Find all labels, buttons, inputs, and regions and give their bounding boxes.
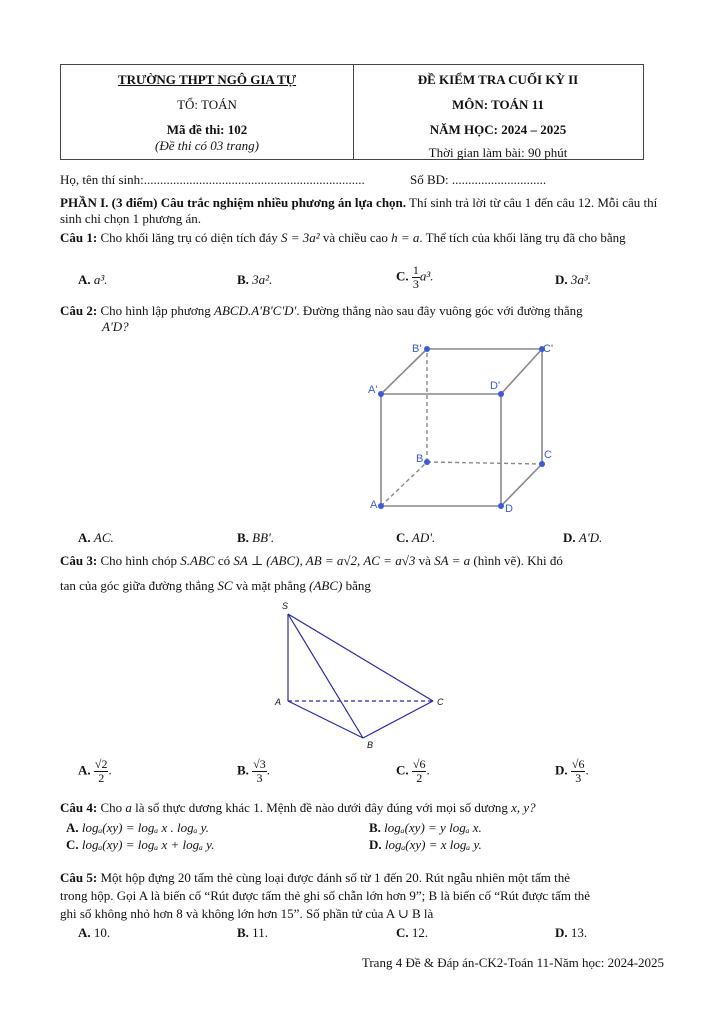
q3-c-fraction [412, 758, 427, 785]
q1-math-h: h = a [391, 230, 420, 245]
q3-d-den: 3 [575, 771, 582, 785]
q4-a-text: logₐ(xy) = logₐ x . logₐ y. [81, 820, 209, 835]
q4-a-label: A. [66, 820, 79, 835]
label-a: A [275, 697, 282, 707]
q5-c-text: 12. [411, 925, 429, 940]
q3-a-fraction [94, 758, 109, 785]
exam-title: ĐỀ KIỂM TRA CUỐI KỲ II [417, 72, 579, 87]
question-5-line2: trong hộp. Gọi A là biến cố “Rút được tấm thẻ ghi số chẵn lớn hơn 9”; B là biến cố “Rút được tấm thẻ [60, 888, 591, 903]
pyramid-figure [272, 600, 452, 752]
q3-option-c[interactable]: C. $\frac{√6}{2}$ . [396, 757, 430, 785]
q5-line1: Một hộp đựng 20 tấm thẻ cùng loại được đánh số từ 1 đến 20. Rút ngẫu nhiên một tấm thẻ [97, 870, 571, 885]
edge-ab-hidden [381, 462, 427, 506]
q1-a-label: A. [78, 272, 91, 287]
q2-d-text: A'D. [578, 530, 603, 545]
q3-text-c: và [415, 553, 435, 568]
q3-d-label: D. [555, 762, 568, 778]
q3-option-b[interactable]: B. $\frac{√3}{3}$ . [237, 757, 271, 785]
q3-line2-a: tan của góc giữa đường thẳng [60, 578, 218, 593]
page-footer: Trang 4 Đề & Đáp án-CK2-Toán 11-Năm học: 2024-2025 [361, 955, 664, 970]
edge-bc-hidden [427, 462, 542, 464]
part1-title: PHẦN I. (3 điểm) Câu trắc nghiệm nhiều phương án lựa chọn. [60, 195, 407, 210]
q3-math-abc: (ABC) [309, 578, 343, 593]
q5-c-label: C. [396, 925, 409, 940]
q4-c-label: C. [66, 837, 79, 852]
pages-note: (Đề thi có 03 trang) [155, 138, 259, 153]
q5-label: Câu 5: [60, 870, 98, 885]
q3-math-sc: SC [217, 578, 233, 593]
edge-a1b1 [381, 349, 427, 394]
q1-option-b[interactable] [237, 272, 272, 288]
q3-text-b: có [214, 553, 234, 568]
q4-option-d[interactable] [369, 837, 482, 853]
q1-option-d[interactable] [555, 272, 591, 288]
q1-b-text: 3a². [252, 272, 273, 287]
part1-instruction: Thí sinh trả lời từ câu 1 đến câu 12. Mỗi câu thí sinh chỉ chọn 1 phương án. [60, 195, 658, 226]
q1-text-b: và chiều cao [319, 230, 392, 245]
q5-option-a[interactable] [78, 925, 110, 941]
label-a: A [370, 499, 378, 511]
label-d1: D' [490, 380, 501, 392]
label-s: S [282, 601, 289, 611]
q4-math-a: a [125, 800, 132, 815]
q3-b-den: 3 [256, 771, 263, 785]
header-right [353, 65, 643, 159]
q1-d-text: 3a³. [570, 272, 592, 287]
question-4 [60, 800, 664, 816]
q4-option-b[interactable] [369, 820, 482, 836]
q3-b-label: B. [237, 762, 249, 778]
exam-header [60, 64, 644, 160]
q1-math-s: S = 3a² [280, 230, 320, 245]
q2-option-b[interactable] [237, 530, 274, 546]
q3-b-num: √3 [253, 757, 266, 771]
q5-option-d[interactable] [555, 925, 587, 941]
cube-figure [360, 340, 560, 516]
q2-option-d[interactable] [563, 530, 602, 546]
q1-d-label: D. [555, 272, 568, 287]
q3-d-fraction [571, 758, 586, 785]
q3-a-num: √2 [94, 757, 108, 771]
label-c1: C' [543, 343, 554, 355]
q4-math-xy: x, y? [511, 800, 536, 815]
q4-text-c: . Mệnh đề nào dưới đây đúng với mọi số dương [259, 800, 512, 815]
q1-c-tail: a³. [419, 268, 434, 284]
q4-c-text: logₐ(xy) = logₐ x + logₐ y. [81, 837, 215, 852]
q3-b-fraction [252, 758, 267, 785]
q3-c-label: C. [396, 762, 409, 778]
q4-option-c[interactable] [66, 837, 214, 853]
point-a [378, 503, 384, 509]
q2-text-b: . Đường thẳng nào sau đây vuông góc với đường thẳng [296, 303, 583, 318]
duration: Thời gian làm bài: 90 phút [428, 145, 568, 160]
point-b [424, 459, 430, 465]
question-3 [60, 553, 664, 569]
q1-b-label: B. [237, 272, 249, 287]
candidate-name-line: Họ, tên thí sinh:.................................................................... [60, 172, 365, 187]
q4-text-b: là số thực dương khác [131, 800, 254, 815]
label-b: B [367, 740, 374, 750]
q2-b-text: BB'. [252, 530, 275, 545]
q4-option-a[interactable] [66, 820, 209, 836]
q2-option-c[interactable] [396, 530, 435, 546]
edge-d1c1 [501, 349, 542, 394]
label-a1: A' [368, 384, 378, 396]
q4-math-one: 1 [253, 800, 260, 815]
q4-text: Cho [97, 800, 126, 815]
label-b: B [416, 453, 424, 465]
label-c: C [437, 697, 444, 707]
q1-option-a[interactable] [78, 272, 108, 288]
q3-option-d[interactable]: D. $\frac{√6}{3}$ . [555, 757, 589, 785]
question-2 [60, 303, 664, 319]
q3-line2-c: bằng [342, 578, 371, 593]
q4-d-text: logₐ(xy) = x logₐ y. [384, 837, 482, 852]
q2-b-label: B. [237, 530, 249, 545]
q3-line2-b: và mặt phẳng [232, 578, 310, 593]
q1-c-label: C. [396, 268, 409, 284]
q2-a-label: A. [78, 530, 91, 545]
point-c [539, 461, 545, 467]
q1-c-den: 3 [412, 277, 419, 291]
q3-a-label: A. [78, 762, 91, 778]
q1-c-num: 1 [412, 263, 419, 277]
label-b1: B' [412, 343, 422, 355]
department: TỔ: TOÁN [177, 97, 237, 112]
q1-c-fraction [412, 264, 420, 291]
q2-text: Cho hình lập phương [97, 303, 215, 318]
q3-c-num: √6 [412, 757, 426, 771]
q5-d-label: D. [555, 925, 568, 940]
q3-c-den: 2 [416, 771, 423, 785]
q2-label: Câu 2: [60, 303, 98, 318]
q4-label: Câu 4: [60, 800, 98, 815]
q5-d-text: 13. [570, 925, 588, 940]
q3-option-a[interactable]: A. $\frac{√2}{2}$ . [78, 757, 112, 785]
q1-text-c: . Thể tích của khối lăng trụ đã cho bằng [419, 230, 626, 245]
point-d [498, 503, 504, 509]
q2-math-line: A'D? [102, 319, 129, 334]
label-d: D [505, 503, 513, 515]
q2-d-label: D. [563, 530, 576, 545]
q3-a-den: 2 [98, 771, 105, 785]
q5-option-b[interactable] [237, 925, 268, 941]
q3-text: Cho hình chóp [97, 553, 181, 568]
q1-label: Câu 1: [60, 230, 98, 245]
school-year: NĂM HỌC: 2024 – 2025 [429, 122, 567, 137]
edge-sc [288, 614, 433, 701]
part1-heading [60, 195, 664, 227]
candidate-sbd-line: Số BD: ............................. [410, 172, 547, 187]
q5-a-label: A. [78, 925, 91, 940]
label-c: C [544, 449, 552, 461]
q1-text: Cho khối lăng trụ có diện tích đáy [97, 230, 281, 245]
q5-b-text: 11. [252, 925, 268, 940]
question-1 [60, 230, 664, 246]
q3-math-a: S.ABC [180, 553, 215, 568]
q4-b-label: B. [369, 820, 381, 835]
q3-label: Câu 3: [60, 553, 98, 568]
edge-bc [363, 701, 433, 738]
q5-b-label: B. [237, 925, 249, 940]
header-left [61, 65, 354, 159]
q4-b-text: logₐ(xy) = y logₐ x. [384, 820, 482, 835]
school-name: TRƯỜNG THPT NGÔ GIA TỰ [117, 72, 297, 87]
q4-d-label: D. [369, 837, 382, 852]
q2-math-cube: ABCD.A'B'C'D' [214, 303, 297, 318]
question-5-line3: ghi số không nhỏ hơn 8 và không lớn hơn 15”. Số phần tử của A ∪ B là [60, 906, 434, 921]
point-b1 [424, 346, 430, 352]
q3-math-c: SA = a [434, 553, 471, 568]
q2-a-text: AC. [93, 530, 114, 545]
q2-c-label: C. [396, 530, 409, 545]
q2-option-a[interactable] [78, 530, 114, 546]
q3-math-b: SA ⊥ (ABC), AB = a√2, AC = a√3 [233, 553, 416, 568]
edge-dc [501, 464, 542, 506]
q3-text-d: (hình vẽ). Khi đó [470, 553, 563, 568]
exam-code: Mã đề thi: 102 [166, 122, 248, 137]
subject: MÔN: TOÁN 11 [452, 97, 544, 112]
q1-a-text: a³. [93, 272, 108, 287]
q5-option-c[interactable] [396, 925, 428, 941]
q3-d-num: √6 [571, 757, 585, 771]
point-a1 [378, 391, 384, 397]
q1-option-c[interactable] [396, 264, 434, 291]
question-5 [60, 870, 664, 886]
q5-a-text: 10. [93, 925, 111, 940]
question-3-line2 [60, 578, 664, 594]
q2-c-text: AD'. [411, 530, 436, 545]
